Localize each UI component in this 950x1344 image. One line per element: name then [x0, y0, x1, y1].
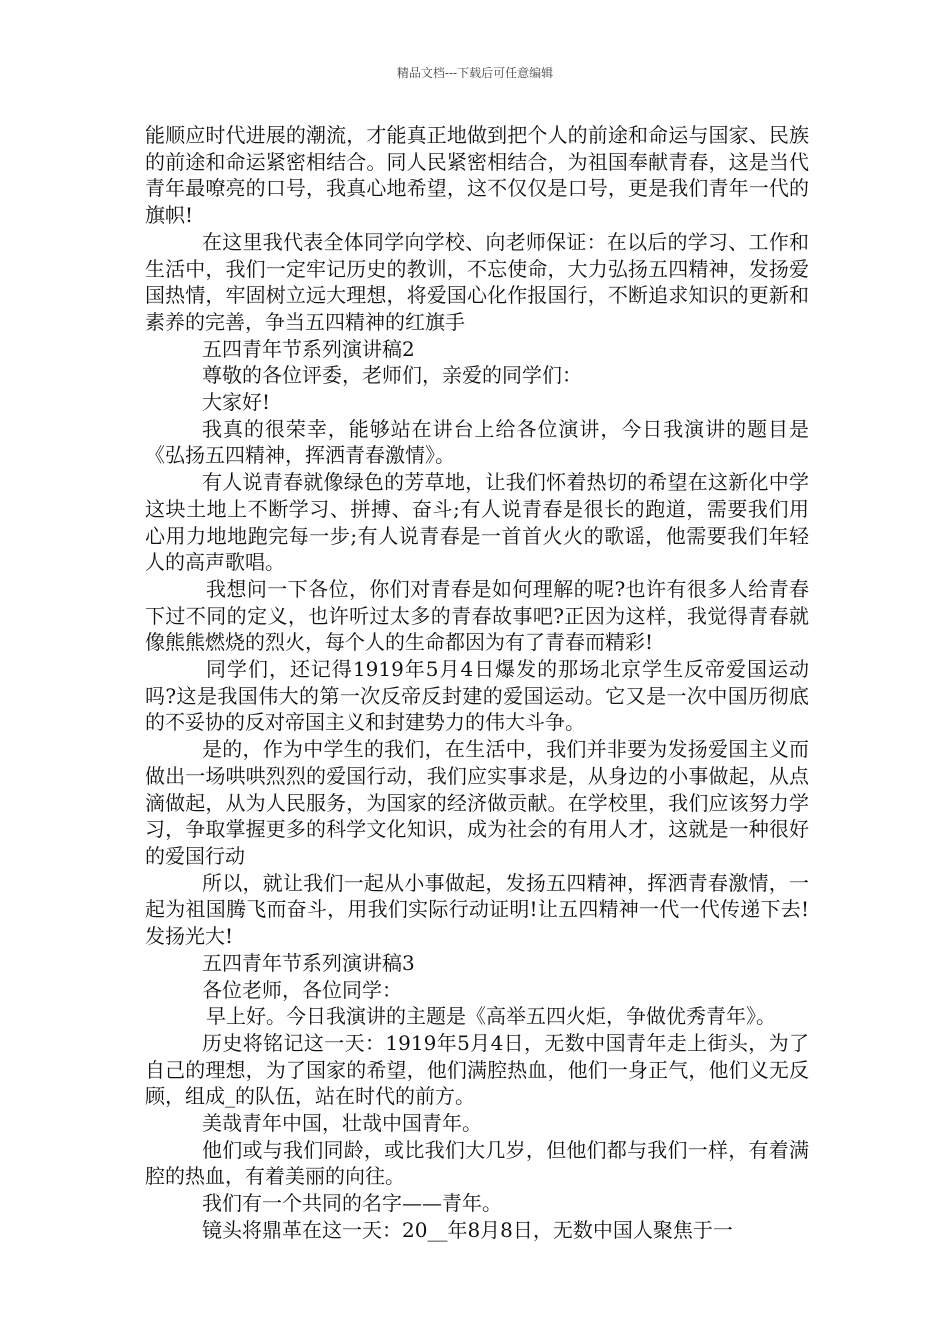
paragraph: 我想问一下各位，你们对青春是如何理解的呢?也许有很多人给青春下过不同的定义，也许听过太多的青春故事吧?正因为这样，我觉得青春就像熊熊燃烧的烈火，每个人的生命都因为有了青春而精彩! [145, 576, 809, 655]
paragraph: 所以，就让我们一起从小事做起，发扬五四精神，挥洒青春激情，一起为祖国腾飞而奋斗，用我们实际行动证明!让五四精神一代一代传递下去!发扬光大! [145, 870, 809, 949]
paragraph: 我们有一个共同的名字——青年。 [202, 1191, 502, 1216]
paragraph: 在这里我代表全体同学向学校、向老师保证：在以后的学习、工作和生活中，我们一定牢记历史的教训，不忘使命，大力弘扬五四精神，发扬爱国热情，牢固树立远大理想，将爱国心化作报国行，不断追求知识的更新和素养的完善，争当五四精神的红旗手 [145, 229, 809, 334]
paragraph: 镜头将鼎革在这一天：20__年8月8日，无数中国人聚焦于一 [202, 1217, 733, 1242]
section-heading: 五四青年节系列演讲稿2 [202, 336, 415, 361]
paragraph: 美哉青年中国，壮哉中国青年。 [202, 1111, 482, 1136]
paragraph: 是的，作为中学生的我们，在生活中，我们并非要为发扬爱国主义而做出一场哄哄烈烈的爱国行动，我们应实事求是，从身边的小事做起，从点滴做起，从为人民服务，为国家的经济做贡献。在学校里，我们应该努力学习，争取掌握更多的科学文化知识，成为社会的有用人才，这就是一种很好的爱国行动 [145, 737, 809, 868]
salutation: 各位老师，各位同学： [202, 977, 402, 1002]
paragraph: 我真的很荣幸，能够站在讲台上给各位演讲，今日我演讲的题目是《弘扬五四精神，挥洒青春激情》。 [145, 416, 809, 468]
page-header: 精品文档---下载后可任意编辑 [396, 66, 554, 80]
salutation: 尊敬的各位评委，老师们，亲爱的同学们： [202, 363, 582, 388]
paragraph: 能顺应时代进展的潮流，才能真正地做到把个人的前途和命运与国家、民族的前途和命运紧密相结合。同人民紧密相结合，为祖国奉献青春，这是当代青年最嘹亮的口号，我真心地希望，这不仅仅是口号，更是我们青年一代的旗帜! [145, 123, 809, 228]
section-heading: 五四青年节系列演讲稿3 [202, 950, 415, 975]
paragraph: 他们或与我们同龄，或比我们大几岁，但他们都与我们一样，有着满腔的热血，有着美丽的向往。 [145, 1137, 809, 1189]
paragraph: 历史将铭记这一天：1919年5月4日，无数中国青年走上街头，为了自己的理想，为了国家的希望，他们满腔热血，他们一身正气，他们义无反顾，组成_的队伍，站在时代的前方。 [145, 1030, 809, 1109]
paragraph: 同学们，还记得1919年5月4日爆发的那场北京学生反帝爱国运动吗?这是我国伟大的第一次反帝反封建的爱国运动。它又是一次中国历彻底的不妥协的反对帝国主义和封建势力的伟大斗争。 [145, 657, 809, 735]
document-body [145, 122, 809, 1244]
greeting: 大家好! [202, 390, 271, 415]
paragraph: 早上好。今日我演讲的主题是《高举五四火炬，争做优秀青年》。 [206, 1004, 776, 1029]
paragraph: 有人说青春就像绿色的芳草地，让我们怀着热切的希望在这新化中学这块土地上不断学习、拼搏、奋斗;有人说青春是很长的跑道，需要我们用心用力地地跑完每一步;有人说青春是一首首火火的歌谣，他需要我们年轻人的高声歌唱。 [145, 470, 809, 575]
